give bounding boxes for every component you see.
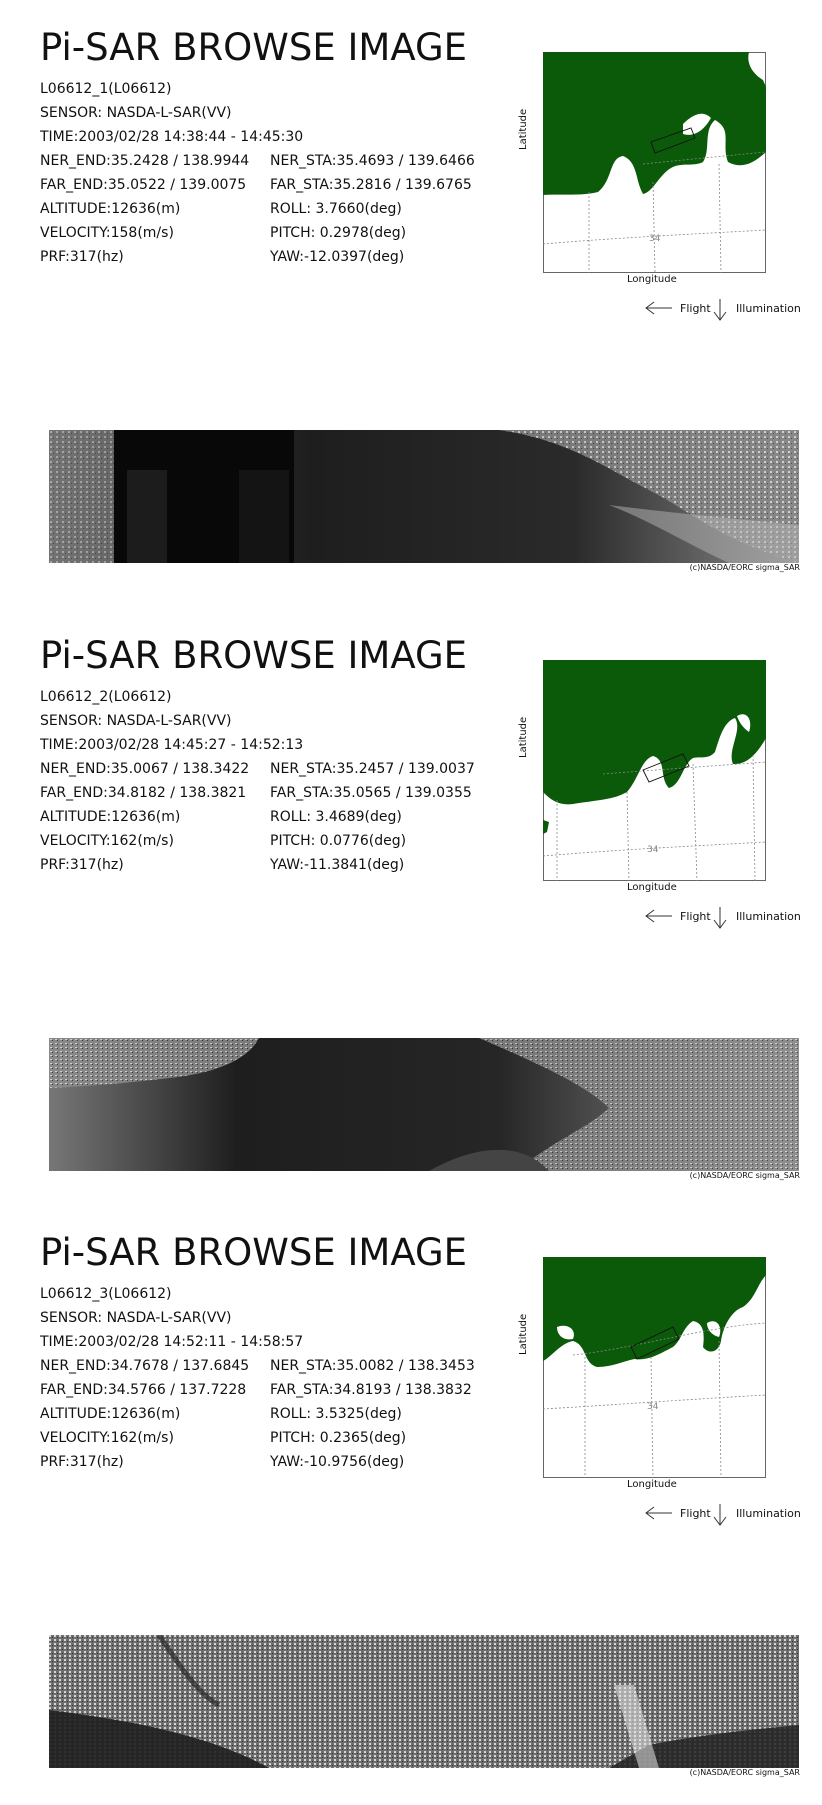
- ner-sta: NER_STA:35.0082 / 138.3453: [270, 1358, 475, 1374]
- sensor: SENSOR: NASDA-L-SAR(VV): [40, 713, 232, 729]
- far-end: FAR_END:35.0522 / 139.0075: [40, 177, 247, 193]
- sensor: SENSOR: NASDA-L-SAR(VV): [40, 1310, 232, 1326]
- time: TIME:2003/02/28 14:45:27 - 14:52:13: [40, 737, 304, 753]
- page-title: Pi-SAR BROWSE IMAGE: [40, 634, 468, 677]
- flight-arrow-icon: [644, 300, 674, 316]
- ner-sta: NER_STA:35.2457 / 139.0037: [270, 761, 475, 777]
- sar-image-strip: [49, 430, 799, 563]
- credit: (c)NASDA/EORC sigma_SAR: [689, 1171, 800, 1180]
- latitude-label: Latitude: [518, 716, 529, 758]
- sar-image-strip: [49, 1635, 799, 1768]
- flight-arrow-icon: [644, 1505, 674, 1521]
- far-end: FAR_END:34.5766 / 137.7228: [40, 1382, 247, 1398]
- roll: ROLL: 3.7660(deg): [270, 201, 402, 217]
- yaw: YAW:-10.9756(deg): [270, 1454, 405, 1470]
- pitch: PITCH: 0.2978(deg): [270, 225, 407, 241]
- scene-id: L06612_2(L06612): [40, 689, 172, 705]
- time: TIME:2003/02/28 14:52:11 - 14:58:57: [40, 1334, 304, 1350]
- longitude-label: Longitude: [627, 882, 677, 893]
- page-title: Pi-SAR BROWSE IMAGE: [40, 1231, 468, 1274]
- location-map: [543, 52, 766, 273]
- prf: PRF:317(hz): [40, 857, 124, 873]
- pitch: PITCH: 0.0776(deg): [270, 833, 407, 849]
- prf: PRF:317(hz): [40, 1454, 124, 1470]
- velocity: VELOCITY:158(m/s): [40, 225, 174, 241]
- far-sta: FAR_STA:35.0565 / 139.0355: [270, 785, 472, 801]
- sar-image-strip: [49, 1038, 799, 1171]
- longitude-label: Longitude: [627, 274, 677, 285]
- altitude: ALTITUDE:12636(m): [40, 1406, 181, 1422]
- illumination-arrow-icon: [712, 1503, 728, 1527]
- scene-id: L06612_3(L06612): [40, 1286, 172, 1302]
- yaw: YAW:-11.3841(deg): [270, 857, 405, 873]
- location-map: [543, 660, 766, 881]
- credit: (c)NASDA/EORC sigma_SAR: [689, 1768, 800, 1777]
- metadata-left: [40, 685, 303, 877]
- illumination-label: Illumination: [736, 302, 801, 315]
- time: TIME:2003/02/28 14:38:44 - 14:45:30: [40, 129, 304, 145]
- browse-section-2: [0, 608, 822, 1208]
- metadata-right: [270, 1354, 475, 1474]
- flight-arrow-icon: [644, 908, 674, 924]
- far-sta: FAR_STA:34.8193 / 138.3832: [270, 1382, 472, 1398]
- metadata-right: [270, 757, 475, 877]
- browse-section-1: [0, 0, 822, 600]
- flight-label: Flight: [680, 910, 711, 923]
- roll: ROLL: 3.4689(deg): [270, 809, 402, 825]
- browse-section-3: [0, 1205, 822, 1805]
- page-title: Pi-SAR BROWSE IMAGE: [40, 26, 468, 69]
- sensor: SENSOR: NASDA-L-SAR(VV): [40, 105, 232, 121]
- ner-end: NER_END:34.7678 / 137.6845: [40, 1358, 250, 1374]
- roll: ROLL: 3.5325(deg): [270, 1406, 402, 1422]
- ner-sta: NER_STA:35.4693 / 139.6466: [270, 153, 475, 169]
- location-map: [543, 1257, 766, 1478]
- grid-label: 34: [647, 845, 659, 855]
- pitch: PITCH: 0.2365(deg): [270, 1430, 407, 1446]
- altitude: ALTITUDE:12636(m): [40, 201, 181, 217]
- flight-label: Flight: [680, 1507, 711, 1520]
- illumination-label: Illumination: [736, 1507, 801, 1520]
- grid-label: 34: [649, 234, 661, 244]
- latitude-label: Latitude: [518, 108, 529, 150]
- flight-label: Flight: [680, 302, 711, 315]
- grid-label: 34: [647, 1402, 659, 1412]
- metadata-left: [40, 1282, 303, 1474]
- far-end: FAR_END:34.8182 / 138.3821: [40, 785, 247, 801]
- credit: (c)NASDA/EORC sigma_SAR: [689, 563, 800, 572]
- scene-id: L06612_1(L06612): [40, 81, 172, 97]
- far-sta: FAR_STA:35.2816 / 139.6765: [270, 177, 472, 193]
- altitude: ALTITUDE:12636(m): [40, 809, 181, 825]
- illumination-arrow-icon: [712, 906, 728, 930]
- metadata-left: [40, 77, 303, 269]
- ner-end: NER_END:35.0067 / 138.3422: [40, 761, 250, 777]
- velocity: VELOCITY:162(m/s): [40, 1430, 174, 1446]
- ner-end: NER_END:35.2428 / 138.9944: [40, 153, 250, 169]
- latitude-label: Latitude: [518, 1313, 529, 1355]
- velocity: VELOCITY:162(m/s): [40, 833, 174, 849]
- longitude-label: Longitude: [627, 1479, 677, 1490]
- illumination-arrow-icon: [712, 298, 728, 322]
- metadata-right: [270, 149, 475, 269]
- prf: PRF:317(hz): [40, 249, 124, 265]
- yaw: YAW:-12.0397(deg): [270, 249, 405, 265]
- illumination-label: Illumination: [736, 910, 801, 923]
